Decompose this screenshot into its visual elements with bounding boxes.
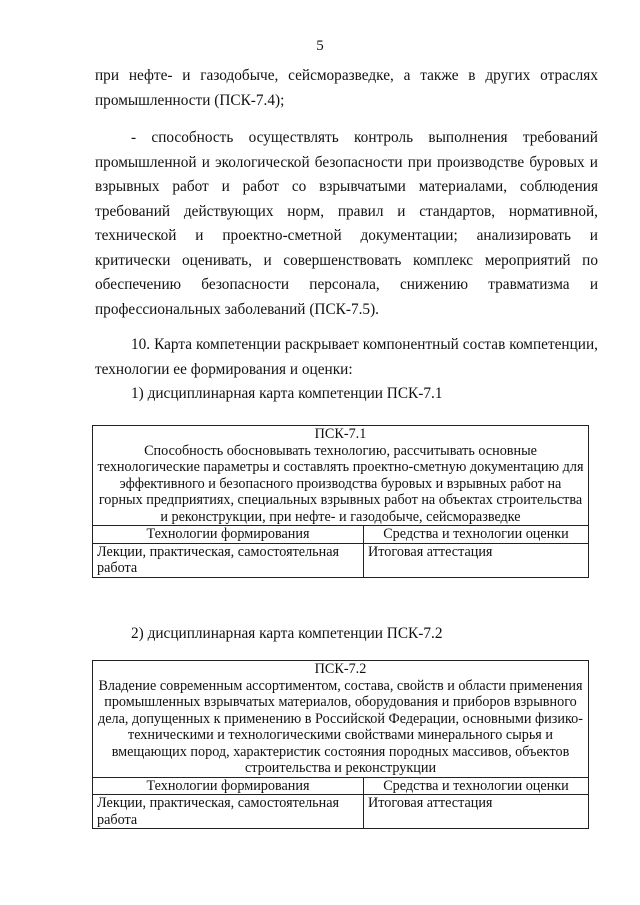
competence-card-psk-7-2 [92, 660, 589, 829]
card2-formation-value: Лекции, практическая, самостоятельная работа [93, 795, 364, 829]
card1-description: Способность обосновывать технологию, рассчитывать основные технологические параметры и составлять проектно-сметную документацию для эффективного и безопасного производства буровых и взрывных работ на горных предприятиях, специальных взрывных работ на объектах строительства и реконструкции, при нефте- и газодобыче, сейсморазведке [97, 442, 584, 525]
card1-header-cell [93, 426, 589, 526]
card2-header-cell [93, 661, 589, 778]
card2-description: Владение современным ассортиментом, состава, свойств и области применения промышленных взрывчатых материалов, оборудования и приборов взрывного дела, допущенных к применению в Российской Федерации, основными физико-техническими и технологическими свойствами минерального сырья и вмещающих пород, характеристик состояния породных массивов, объектов строительства и реконструкции [98, 677, 583, 776]
card2-col-formation: Технологии формирования [93, 777, 364, 795]
card1-col-formation: Технологии формирования [93, 526, 364, 544]
card2-col-assessment: Средства и технологии оценки [364, 777, 589, 795]
card1-code: ПСК-7.1 [314, 426, 367, 442]
paragraph-competence-map: 10. Карта компетенции раскрывает компонентный состав компетенции, технологии ее формирования и оценки: [95, 336, 598, 378]
page-number: 5 [316, 38, 324, 54]
card2-heading: 2) дисциплинарная карта компетенции ПСК-7.2 [131, 625, 443, 642]
card1-formation-value: Лекции, практическая, самостоятельная работа [93, 543, 364, 577]
card1-heading: 1) дисциплинарная карта компетенции ПСК-7.1 [131, 385, 443, 402]
card1-assessment-value: Итоговая аттестация [364, 543, 589, 577]
card2-assessment-value: Итоговая аттестация [364, 795, 589, 829]
card1-col-assessment: Средства и технологии оценки [364, 526, 589, 544]
paragraph-psk-7-4-tail: при нефте- и газодобыче, сейсморазведке, а также в других отраслях промышленности (ПСК-7.4); [95, 67, 598, 109]
competence-card-psk-7-1 [92, 425, 589, 578]
card2-code: ПСК-7.2 [314, 661, 367, 677]
paragraph-psk-7-5: - способность осуществлять контроль выполнения требований промышленной и экологической безопасности при производстве буровых и взрывных работ и работ со взрывчатыми материалами, соблюдения требований действующих норм, правил и стандартов, нормативной, технической и проектно-сметной документации; анализировать и критически оценивать, и совершенствовать комплекс мероприятий по обеспечению безопасности персонала, снижению травматизма и профессиональных заболеваний (ПСК-7.5). [95, 129, 598, 318]
